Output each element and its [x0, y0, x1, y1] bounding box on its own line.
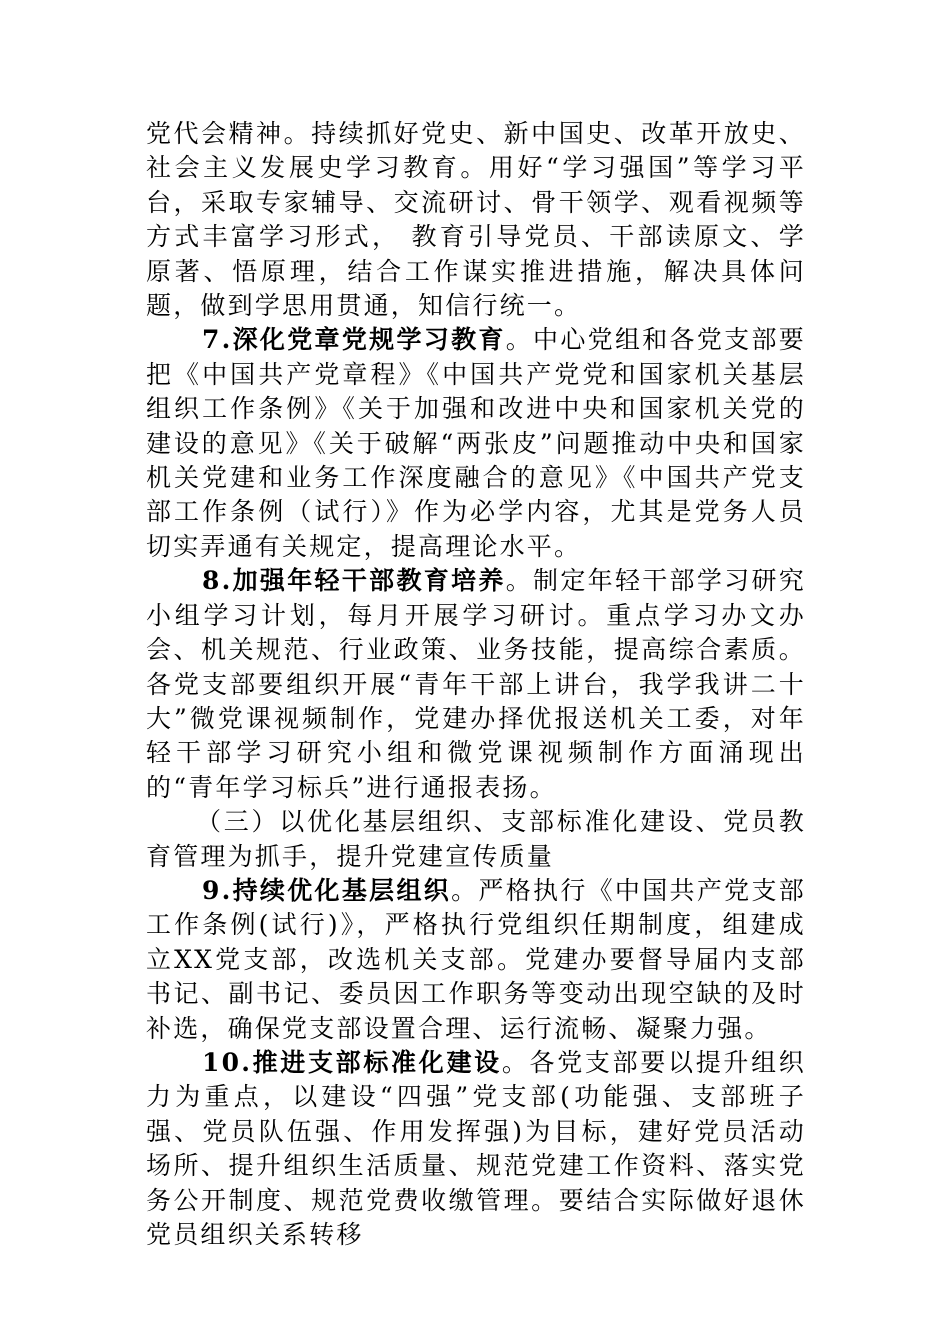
item-body: 。制定年轻干部学习研究小组学习计划，每月开展学习研讨。重点学习办文办会、机关规范、行业政策、业务技能，提高综合素质。各党支部要组织开展“青年干部上讲台，我学我讲二十大”微党课视频制作，党建办择优报送机关工委，对年轻干部学习研究小组和微党课视频制作方面涌现出的“青年学习标兵”进行通报表扬。 — [146, 566, 806, 802]
item-body: 。严格执行《中国共产党支部工作条例(试行)》，严格执行党组织任期制度，组建成立XX党支部，改选机关支部。党建办要督导届内支部书记、副书记、委员因工作职务等变动出现空缺的及时补选，确保党支部设置合理、运行流畅、凝聚力强。 — [146, 875, 806, 1043]
paragraph-item-10 — [146, 1046, 806, 1252]
item-heading: 7.深化党章党规学习教育 — [202, 325, 506, 355]
item-body: 。各党支部要以提升组织力为重点，以建设“四强”党支部(功能强、支部班子强、党员队伍强、作用发挥强)为目标，建好党员活动场所、提升组织生活质量、规范党建工作资料、落实党务公开制度、规范党费收缴管理。要结合实际做好退休党员组织关系转移 — [146, 1047, 806, 1249]
item-heading: 10.推进支部标准化建设 — [202, 1047, 502, 1077]
section-heading — [146, 805, 806, 874]
paragraph-item-8 — [146, 564, 806, 805]
paragraph-continuation — [146, 117, 806, 323]
paragraph-text: 党代会精神。持续抓好党史、新中国史、改革开放史、社会主义发展史学习教育。用好“学习强国”等学习平台，采取专家辅导、交流研讨、骨干领学、观看视频等方式丰富学习形式， 教育引导党员、干部读原文、学原著、悟原理，结合工作谋实推进措施，解决具体问题，做到学思用贯通，知信行统一。 — [146, 119, 806, 321]
item-body: 。中心党组和各党支部要把《中国共产党章程》《中国共产党党和国家机关基层组织工作条例》《关于加强和改进中央和国家机关党的建设的意见》《关于破解“两张皮”问题推动中央和国家机关党建和业务工作深度融合的意见》《中国共产党支部工作条例（试行）》作为必学内容，尤其是党务人员切实弄通有关规定，提高理论水平。 — [146, 325, 806, 561]
document-body — [146, 117, 806, 1252]
paragraph-item-9 — [146, 874, 806, 1046]
item-heading: 8.加强年轻干部教育培养 — [202, 566, 506, 596]
item-heading: 9.持续优化基层组织 — [202, 875, 452, 905]
section-heading-text: （三）以优化基层组织、支部标准化建设、党员教育管理为抓手，提升党建宣传质量 — [146, 807, 806, 871]
paragraph-item-7 — [146, 323, 806, 564]
